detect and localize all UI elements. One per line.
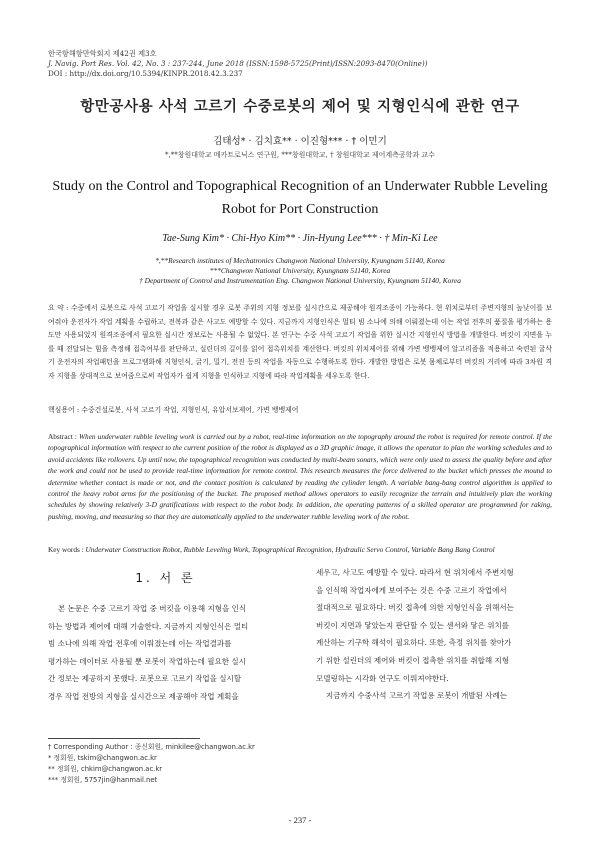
body-line: 세우고, 사고도 예방할 수 있다. 따라서 현 위치에서 주변지형 <box>316 568 514 577</box>
affiliation-english-1: *,**Research institutes of Mechatronics Changwon National University, Kyungnam 51140, Korea <box>155 256 445 265</box>
footnote-author-3: *** 정회원, 5757jin@hanmail.net <box>48 776 158 784</box>
keywords-korean-text: 수중건설로봇, 사석 고르기 작업, 지형인식, 유압서보제어, 가변 뱅뱅제어 <box>81 406 299 414</box>
title-english-line-1: Study on the Control and Topographical Recognition of an Underwater Rubble Leveling <box>52 179 548 194</box>
page-number: - 237 - <box>288 815 312 825</box>
affiliation-english-3: † Department of Control and Instrumentation Eng. Changwon National University, Kyungnam 51140, Korea <box>139 276 461 285</box>
keywords-korean <box>48 404 552 418</box>
doi-line[interactable]: DOI : http://dx.doi.org/10.5394/KINPR.2018.42.3.237 <box>48 69 243 78</box>
footnote-divider <box>48 738 200 739</box>
abstract-english-text: When underwater rubble leveling work is carried out by a robot, real-time information on the topography around the robot is required for remote control. If the topographical information with respect to the current position of the robot is displayed as a 3D graphic image, it allows the operator to plan the working schedules and to avoid accidents like rollovers. Up until now, the topographical recognition was conducted by multi-beam sonars, which were only used to assess the quality before and after the work and could not be used to provide real-time information for remote control. This research measures the force delivered to the bucket which presses the mound to determine whether contact is made or not, and the contact position is calculated by reading the cylinder length. A variable bang-bang control algorithm is applied to control the heavy robot arms for the positioning of the bucket. The proposed method allows operators to easily recognize the terrain and intuitively plan the working schedules by showing relatively 3-D gratifications with respect to the robot body. In addition, the operating patterns of a skilled operator are programmed for raking, pushing, moving, and measuring so that they are automatically applied to the underwater rubble leveling work of the robot. <box>48 432 553 521</box>
body-line: 을 인식해 작업자에게 보여주는 것은 수중 고르기 작업에서 <box>316 585 507 595</box>
body-line: 빔 소나에 의해 작업 전후에 이뤄졌는데 이는 작업결과를 <box>48 639 232 649</box>
body-line: 계산하는 기구학 해석이 필요하다. 또한, 측정 위치를 찾아가 <box>316 638 512 648</box>
body-line: 간 정보는 제공하지 못했다. 로봇으로 고르기 작업을 실시할 <box>48 674 241 684</box>
body-line: 모델링하는 시각화 연구도 이뤄져야한다. <box>316 673 449 683</box>
abstract-english <box>48 431 552 522</box>
abstract-english-label: Abstract : <box>48 432 77 441</box>
body-line: 지금까지 수중사석 고르기 작업용 로봇이 개발된 사례는 <box>326 691 507 701</box>
footnote-author-2: ** 정회원, chkim@changwon.ac.kr <box>48 765 163 773</box>
authors-english: Tae-Sung Kim* · Chi-Hyo Kim** · Jin-Hyung Lee*** · † Min-Ki Lee <box>162 233 438 244</box>
abstract-korean-label: 요 약 : <box>48 304 69 312</box>
authors-korean: 김태성* · 김치효** · 이진형*** · † 이민기 <box>213 136 387 147</box>
affiliation-korean: *,**창원대학교 메카트로닉스 연구원, ***창원대학교, † 창원대학교 제어계측공학과 교수 <box>165 151 435 159</box>
body-line: 절대적으로 필요하다. 버킷 접촉에 의한 지형인식을 위해서는 <box>316 603 514 613</box>
body-line: 평가하는 데이터로 사용될 뿐 로봇이 작업하는데 필요한 실시 <box>48 656 246 666</box>
abstract-korean-text: 수중에서 로봇으로 사석 고르기 작업을 실시할 경우 로봇 주위의 지형 정보를 실시간으로 제공해야 원격조종이 가능하다. 현 위치로부터 주변지형의 높낮이를 보여줘야 운전자가 작업 계획을 수립하고, 전복과 같은 사고도 예방할 수 있다. 지금까지 지형인식은 멀티 빔 소나에 의해 이뤄졌는데 이는 작업 전후의 품질을 평가하는 용도만 사용되었지 원격조종에서 필요한 실시간 정보로는 사용될 수 없었다. 본 연구는 수중 사석 고르기 작업을 위한 실시간 지형인식 방법을 개발한다. 버킷이 지면을 누를 때 전달되는 힘을 측정해 접촉여부를 판단하고, 실린더의 길이를 읽어 접촉위치를 계산한다. 버킷의 위치제어를 위해 가변 뱅뱅제어 알고리즘을 적용하고 숙련된 굴삭기 운전자의 작업패턴을 프로그램화해 지형인식, 긁기, 밀기, 전진 등의 작업을 자동으로 수행하도록 한다. 개발한 방법은 로봇 몸체로부터 버킷의 거리에 따라 3차원 격자 지형을 상대적으로 보여줌으로써 작업자가 쉽게 지형을 인식하고 지형에 따라 작업계획을 세우도록 한다. <box>48 304 552 380</box>
journal-name-ko: 한국항해항만학회지 제42권 제3호 <box>48 49 157 58</box>
footnote-corresponding-author: † Corresponding Author : 종신회원, minkilee@changwon.ac.kr <box>48 743 255 751</box>
keywords-english-label: Key words : <box>48 545 84 554</box>
body-line: 기 위한 설린더의 제어와 버킷이 접촉한 위치를 취합해 지형 <box>316 655 509 665</box>
body-line: 하는 방법과 제어에 대해 기술한다. 지금까지 지형인식은 멀티 <box>48 621 249 631</box>
body-line: 버킷이 지면과 닿았는지 판단할 수 있는 센서와 닿은 위치를 <box>316 620 509 630</box>
title-english-line-2: Robot for Port Construction <box>221 202 379 217</box>
body-right-column <box>316 564 552 705</box>
footnote-author-1: * 정회원, tskim@changwon.ac.kr <box>48 754 157 762</box>
citation-line: J. Navig. Port Res. Vol. 42, No. 3 : 237-244, June 2018 (ISSN:1598-5725(Print)/ISSN:2093-8470(Online)) <box>48 59 428 68</box>
body-line: 본 논문은 수중 고르기 작업 중 버킷을 이용해 지형을 인식 <box>58 604 247 613</box>
title-korean: 항만공사용 사석 고르기 수중로봇의 제어 및 지형인식에 관한 연구 <box>80 99 520 115</box>
affiliation-english-2: ***Changwon National University, Kyungnam 51140, Korea <box>209 266 391 275</box>
abstract-korean <box>48 302 552 384</box>
body-left-column <box>48 600 282 706</box>
keywords-english-text: Underwater Construction Robot, Rubble Leveling Work, Topographical Recognition, Hydraulic Servo Control, Variable Bang Bang Control <box>85 545 495 554</box>
section-heading-introduction: 1. 서 론 <box>135 571 196 585</box>
keywords-korean-label: 핵심용어 : <box>48 406 80 414</box>
body-line: 경우 작업 전방의 지형을 실시간으로 제공해야 작업 계획을 <box>48 691 239 701</box>
keywords-english <box>48 544 552 555</box>
